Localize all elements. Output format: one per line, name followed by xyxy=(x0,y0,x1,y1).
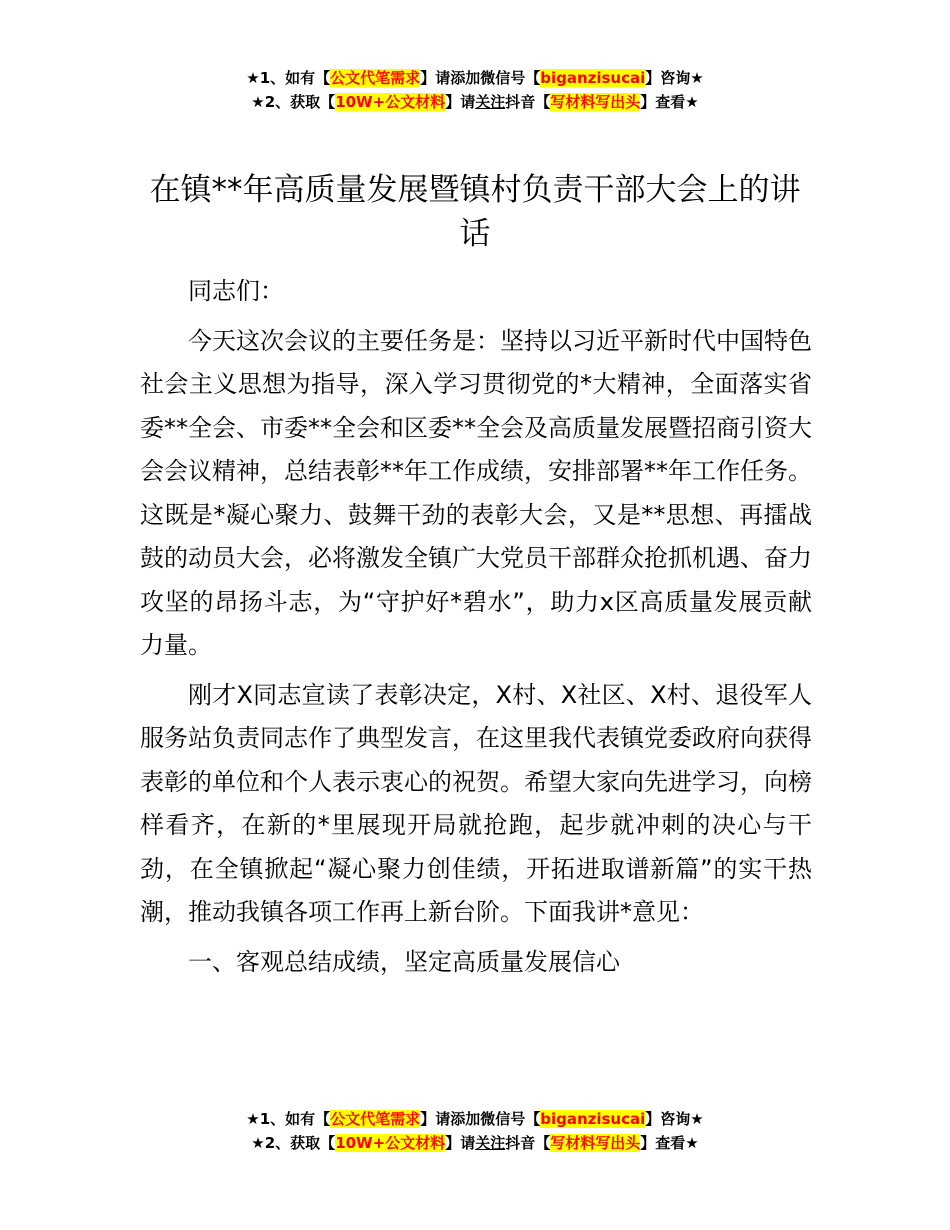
section-heading: 一、客观总结成绩，坚定高质量发展信心 xyxy=(188,947,620,976)
paragraph: 今天这次会议的主要任务是：坚持以习近平新时代中国特色社会主义思想为指导，深入学习贯彻党的*大精神，全面落实省委**全会、市委**全会和区委**全会及高质量发展暨招商引资大会会议精神，总结表彰**年工作成绩，安排部署**年工作任务。这既是*凝心聚力、鼓舞干劲的表彰大会，又是**思想、再擂战鼓的动员大会，必将激发全镇广大党员干部群众抢抓机遇、奋力攻坚的昂扬斗志，为“守护好*碧水”，助力x区高质量发展贡献力量。 xyxy=(140,326,812,659)
highlight-douyin-account: 写材料写出头 xyxy=(550,1134,641,1152)
highlight-writing-service: 公文代笔需求 xyxy=(330,1110,421,1128)
top-banner xyxy=(0,66,950,114)
highlight-materials: 10W+公文材料 xyxy=(335,93,446,111)
underlined-follow: 关注 xyxy=(475,93,506,111)
banner-line-2: ★2、获取【10W+公文材料】请关注抖音【写材料写出头】查看★ xyxy=(251,1134,699,1152)
highlight-douyin-account: 写材料写出头 xyxy=(550,93,641,111)
banner-line-1: ★1、如有【公文代笔需求】请添加微信号【biganzisucai】咨询★ xyxy=(246,1110,704,1128)
highlight-materials: 10W+公文材料 xyxy=(335,1134,446,1152)
bottom-banner xyxy=(0,1107,950,1155)
document-body xyxy=(140,270,812,990)
highlight-writing-service: 公文代笔需求 xyxy=(330,69,421,87)
underlined-follow: 关注 xyxy=(475,1134,506,1152)
banner-line-1: ★1、如有【公文代笔需求】请添加微信号【biganzisucai】咨询★ xyxy=(246,69,704,87)
paragraph: 刚才X同志宣读了表彰决定，X村、X社区、X村、退役军人服务站负责同志作了典型发言，在这里我代表镇党委政府向获得表彰的单位和个人表示衷心的祝贺。希望大家向先进学习，向榜样看齐，在新的*里展现开局就抢跑，起步就冲刺的决心与干劲，在全镇掀起“凝心聚力创佳绩，开拓进取谱新篇”的实干热潮，推动我镇各项工作再上新台阶。下面我讲*意见： xyxy=(140,680,812,926)
banner-line-2: ★2、获取【10W+公文材料】请关注抖音【写材料写出头】查看★ xyxy=(251,93,699,111)
highlight-wechat-id: biganzisucai xyxy=(540,1110,646,1128)
highlight-wechat-id: biganzisucai xyxy=(540,69,646,87)
salutation: 同志们： xyxy=(188,277,284,305)
document-title: 在镇**年高质量发展暨镇村负责干部大会上的讲话 xyxy=(149,172,801,252)
